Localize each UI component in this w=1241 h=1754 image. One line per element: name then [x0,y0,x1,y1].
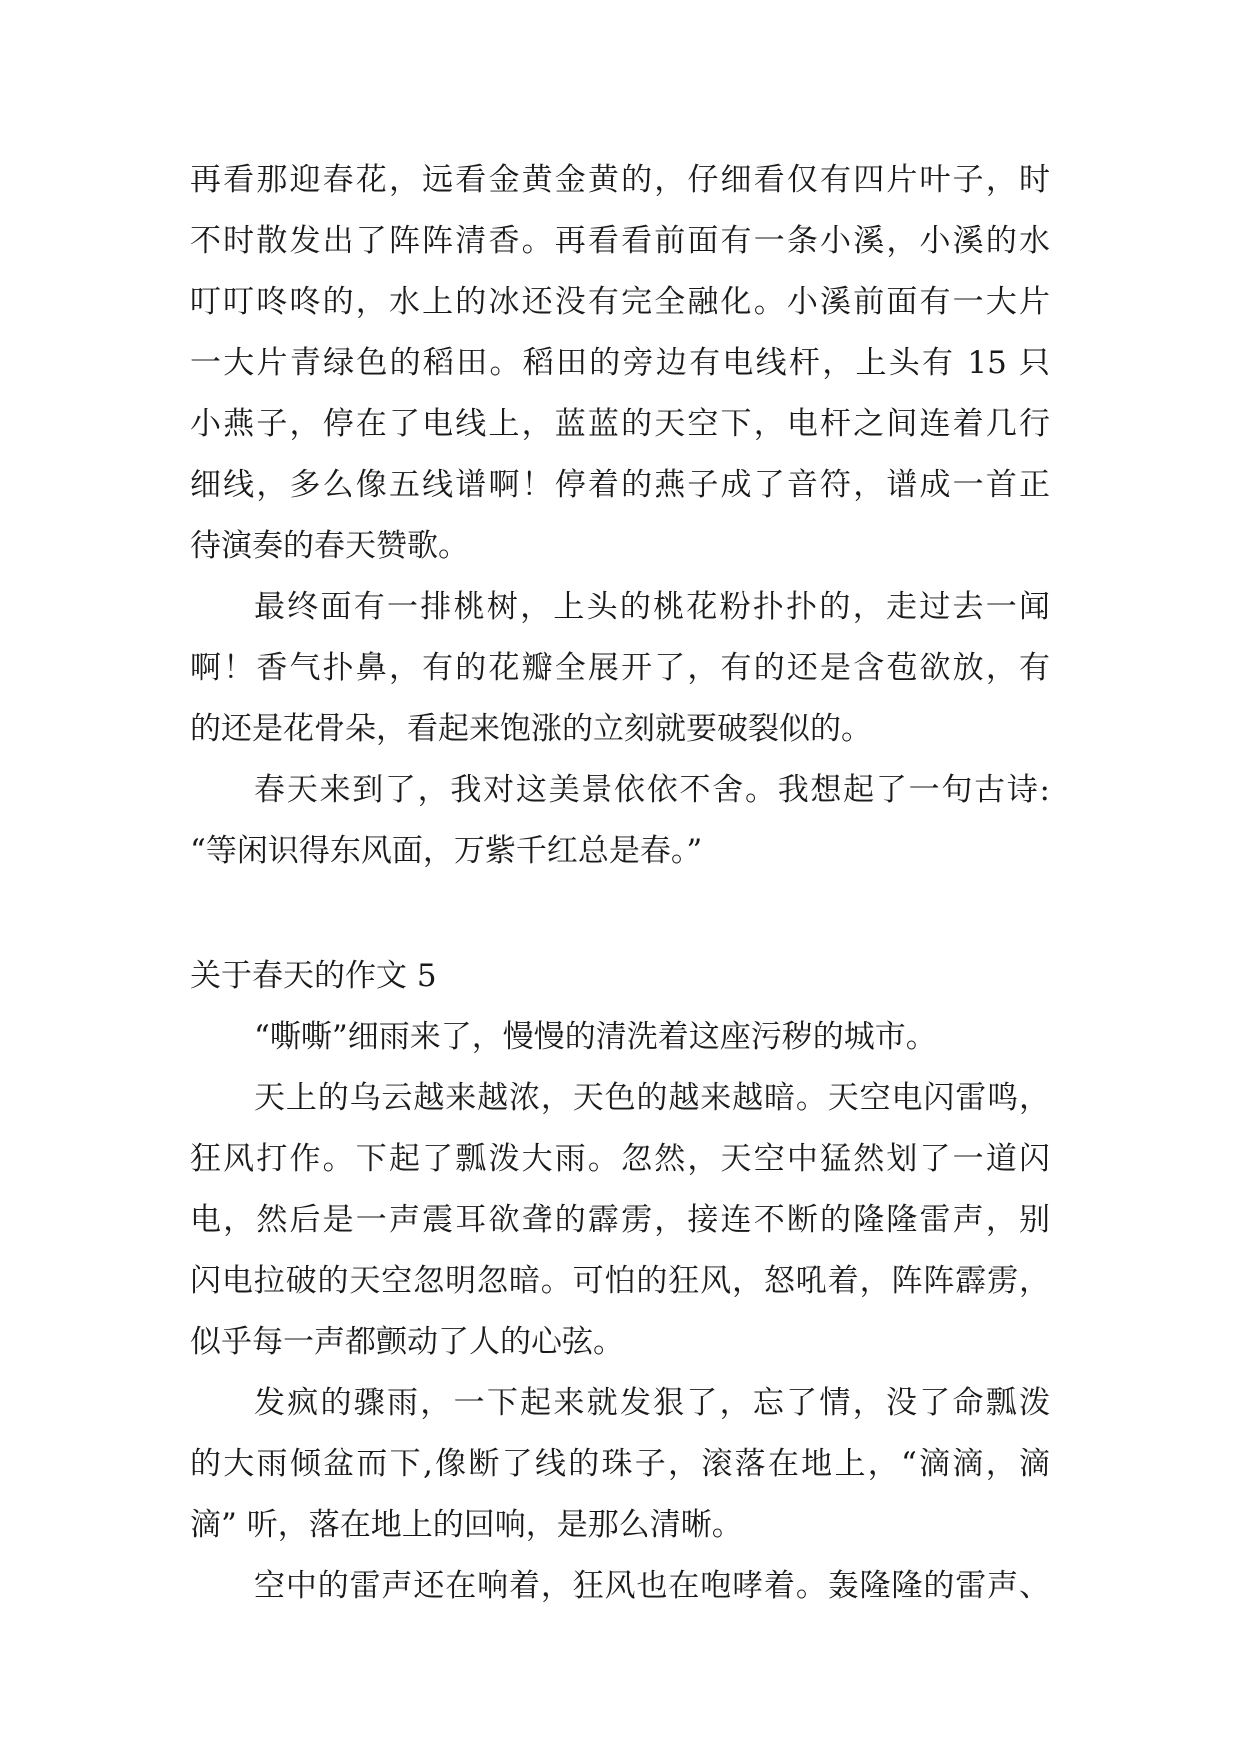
text-line: 春天来到了，我对这美景依依不舍。我想起了一句古诗: [254,772,1050,808]
paragraph [190,1556,1050,1617]
paragraph [190,1373,1050,1556]
text-line: 电，然后是一声震耳欲聋的霹雳，接连不断的隆隆雷声，别 [190,1202,1050,1238]
section-spacer [190,882,1050,946]
text-line: 似乎每一声都颤动了人的心弦。 [190,1324,624,1360]
text-line: 滴” 听，落在地上的回响，是那么清晰。 [190,1507,743,1543]
paragraph [190,1007,1050,1068]
text-line: 细线，多么像五线谱啊！停着的燕子成了音符，谱成一首正 [190,467,1050,503]
text-line: 叮叮咚咚的，水上的冰还没有完全融化。小溪前面有一大片 [190,284,1050,320]
text-line: 不时散发出了阵阵清香。再看看前面有一条小溪，小溪的水 [190,223,1050,259]
text-line: 发疯的骤雨，一下起来就发狠了，忘了情，没了命瓢泼 [254,1385,1050,1421]
text-line: 待演奏的春天赞歌。 [190,528,469,564]
text-line: 一大片青绿色的稻田。稻田的旁边有电线杆，上头有 15 只 [190,345,1050,381]
paragraph [190,760,1050,882]
text-line: 空中的雷声还在响着，狂风也在咆哮着。轰隆隆的雷声、 [254,1568,1050,1604]
text-line: 小燕子，停在了电线上，蓝蓝的天空下，电杆之间连着几行 [190,406,1050,442]
text-line: 最终面有一排桃树，上头的桃花粉扑扑的，走过去一闻 [254,589,1050,625]
text-line: 闪电拉破的天空忽明忽暗。可怕的狂风，怒吼着，阵阵霹雳， [190,1263,1050,1299]
text-line: 狂风打作。下起了瓢泼大雨。忽然，天空中猛然划了一道闪 [190,1141,1050,1177]
text-line: 天上的乌云越来越浓，天色的越来越暗。天空电闪雷鸣， [254,1080,1050,1116]
paragraph [190,577,1050,760]
document-body [190,150,1050,1617]
paragraph [190,1068,1050,1373]
text-line: “嘶嘶”细雨来了，慢慢的清洗着这座污秽的城市。 [254,1019,937,1055]
section-heading: 关于春天的作文 5 [190,958,437,994]
text-line: 的大雨倾盆而下,像断了线的珠子，滚落在地上，“滴滴，滴 [190,1446,1050,1482]
text-line: 的还是花骨朵，看起来饱涨的立刻就要破裂似的。 [190,711,872,747]
text-line: 啊！香气扑鼻，有的花瓣全展开了，有的还是含苞欲放，有 [190,650,1050,686]
text-line: “等闲识得东风面，万紫千红总是春。” [190,833,703,869]
paragraph [190,150,1050,577]
text-line: 再看那迎春花，远看金黄金黄的，仔细看仅有四片叶子，时 [190,162,1050,198]
